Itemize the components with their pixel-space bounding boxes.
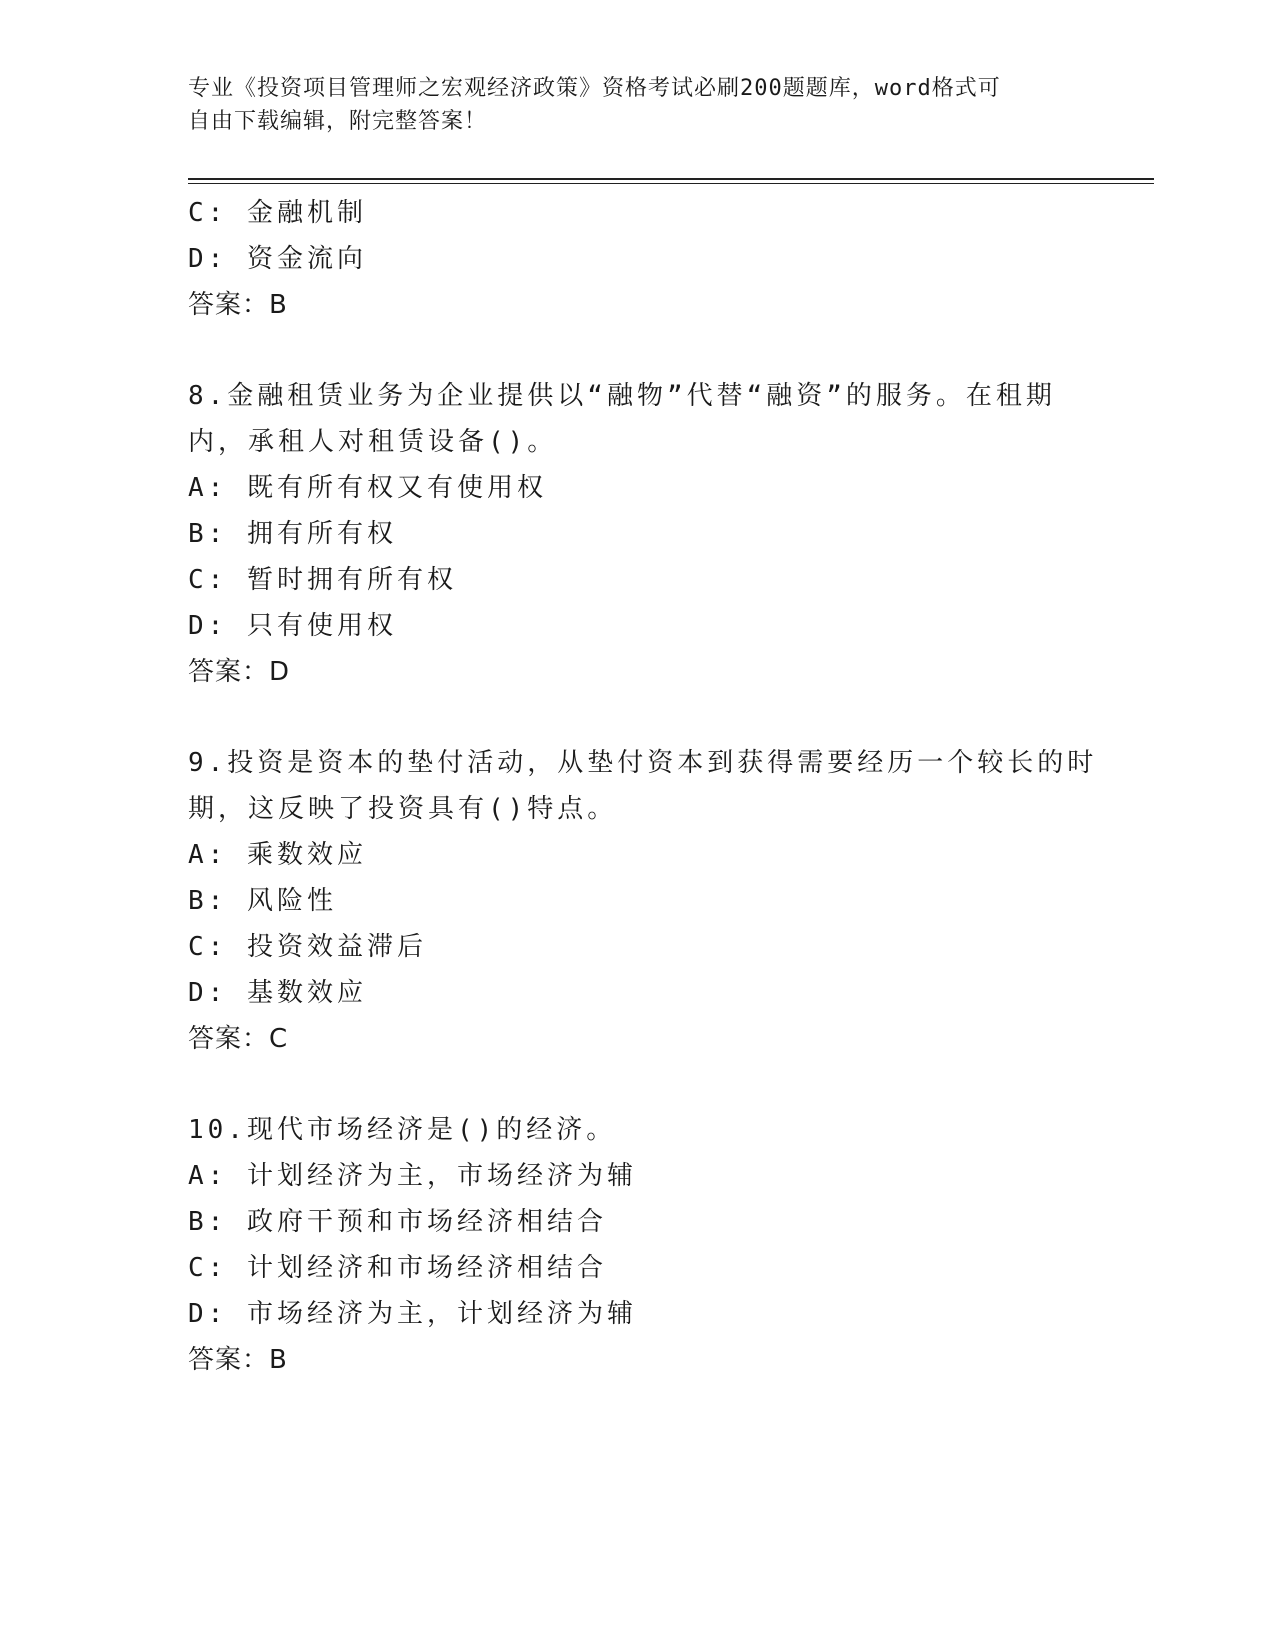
question-stem-line1: 10.现代市场经济是()的经济。 bbox=[188, 1115, 617, 1145]
option-a: A: 既有所有权又有使用权 bbox=[188, 473, 547, 503]
question-8 bbox=[188, 373, 1088, 695]
option-d: D: 基数效应 bbox=[188, 978, 367, 1008]
option-c: C: 投资效益滞后 bbox=[188, 932, 427, 962]
question-stem-line1: 9.投资是资本的垫付活动，从垫付资本到获得需要经历一个较长的时 bbox=[188, 748, 1098, 778]
option-c: C: 计划经济和市场经济相结合 bbox=[188, 1253, 607, 1283]
question-10 bbox=[188, 1107, 1088, 1383]
header-divider-thin bbox=[188, 183, 1154, 184]
option-c: C: 暂时拥有所有权 bbox=[188, 565, 457, 595]
answer-line: 答案：B bbox=[188, 1345, 288, 1375]
question-list bbox=[188, 190, 1098, 1383]
option-b: B: 拥有所有权 bbox=[188, 519, 397, 549]
spacer bbox=[188, 328, 1088, 373]
question-stem-line2: 内，承租人对租赁设备()。 bbox=[188, 427, 558, 457]
answer-line: 答案：D bbox=[188, 657, 291, 687]
answer-line: 答案：B bbox=[188, 290, 288, 320]
option-b: B: 风险性 bbox=[188, 886, 337, 916]
question-stem-line2: 期，这反映了投资具有()特点。 bbox=[188, 794, 618, 824]
header-divider-thick bbox=[188, 178, 1154, 180]
page-header bbox=[188, 72, 1088, 138]
spacer bbox=[188, 695, 1088, 740]
option-c: C: 金融机制 bbox=[188, 198, 367, 228]
header-title-line2: 自由下载编辑，附完整答案！ bbox=[188, 109, 488, 134]
option-d: D: 市场经济为主，计划经济为辅 bbox=[188, 1299, 637, 1329]
question-stem-line1: 8.金融租赁业务为企业提供以“融物”代替“融资”的服务。在租期 bbox=[188, 381, 1056, 411]
question-7 bbox=[188, 190, 1088, 328]
option-d: D: 资金流向 bbox=[188, 244, 367, 274]
spacer bbox=[188, 1062, 1088, 1107]
option-a: A: 计划经济为主，市场经济为辅 bbox=[188, 1161, 637, 1191]
question-9 bbox=[188, 740, 1098, 1062]
option-a: A: 乘数效应 bbox=[188, 840, 367, 870]
header-title-line1: 专业《投资项目管理师之宏观经济政策》资格考试必刷200题题库，word格式可 bbox=[188, 76, 1001, 101]
option-b: B: 政府干预和市场经济相结合 bbox=[188, 1207, 607, 1237]
option-d: D: 只有使用权 bbox=[188, 611, 397, 641]
answer-line: 答案：C bbox=[188, 1024, 289, 1054]
